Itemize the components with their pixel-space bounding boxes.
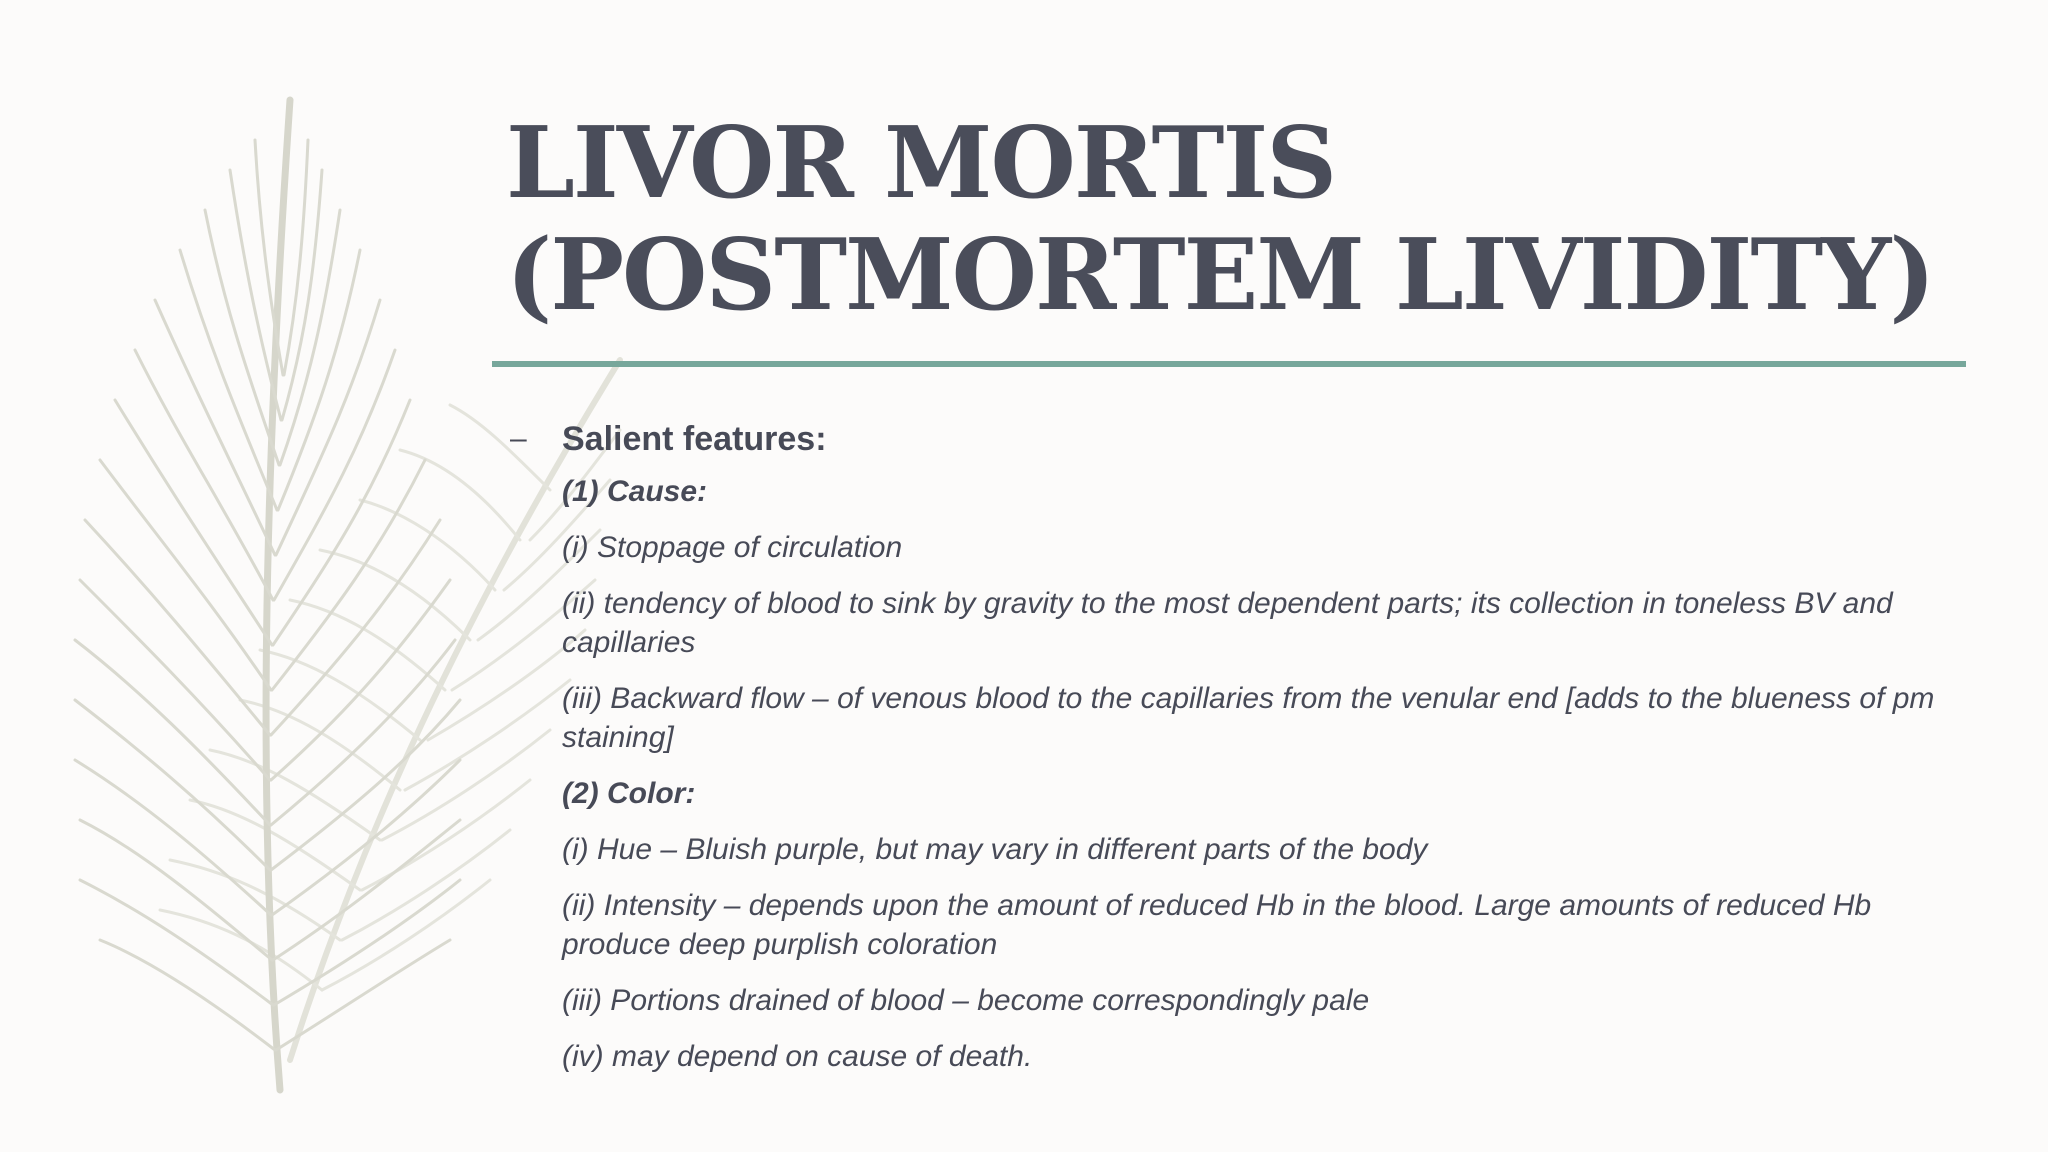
list-item: (iv) may depend on cause of death. [562,1040,1033,1073]
list-item: (iii) Portions drained of blood – become correspondingly pale [562,984,1370,1017]
bullet-marker: – [510,422,527,455]
bullet-heading: Salient features: [562,420,827,458]
list-item: (ii) tendency of blood to sink by gravity to the most dependent parts; its collection in toneless BV and capillaries [562,587,1893,659]
list-item: (i) Stoppage of circulation [562,531,903,564]
title-line-1: LIVOR MORTIS [506,106,1336,221]
section-heading-color: (2) Color: [562,777,696,810]
section-heading-cause: (1) Cause: [562,475,708,508]
title-line-2: (POSTMORTEM LIVIDITY) [506,218,1934,333]
bullet-item [506,416,1956,462]
list-item: (iii) Backward flow – of venous blood to the capillaries from the venular end [adds to the blueness of pm staining] [562,682,1935,754]
title-divider [492,361,1966,367]
list-item: (ii) Intensity – depends upon the amount of reduced Hb in the blood. Large amounts of reduced Hb produce deep purplish coloration [562,889,1872,961]
slide-body [506,416,1956,1093]
slide-title [506,108,1966,332]
list-item: (i) Hue – Bluish purple, but may vary in different parts of the body [562,833,1428,866]
